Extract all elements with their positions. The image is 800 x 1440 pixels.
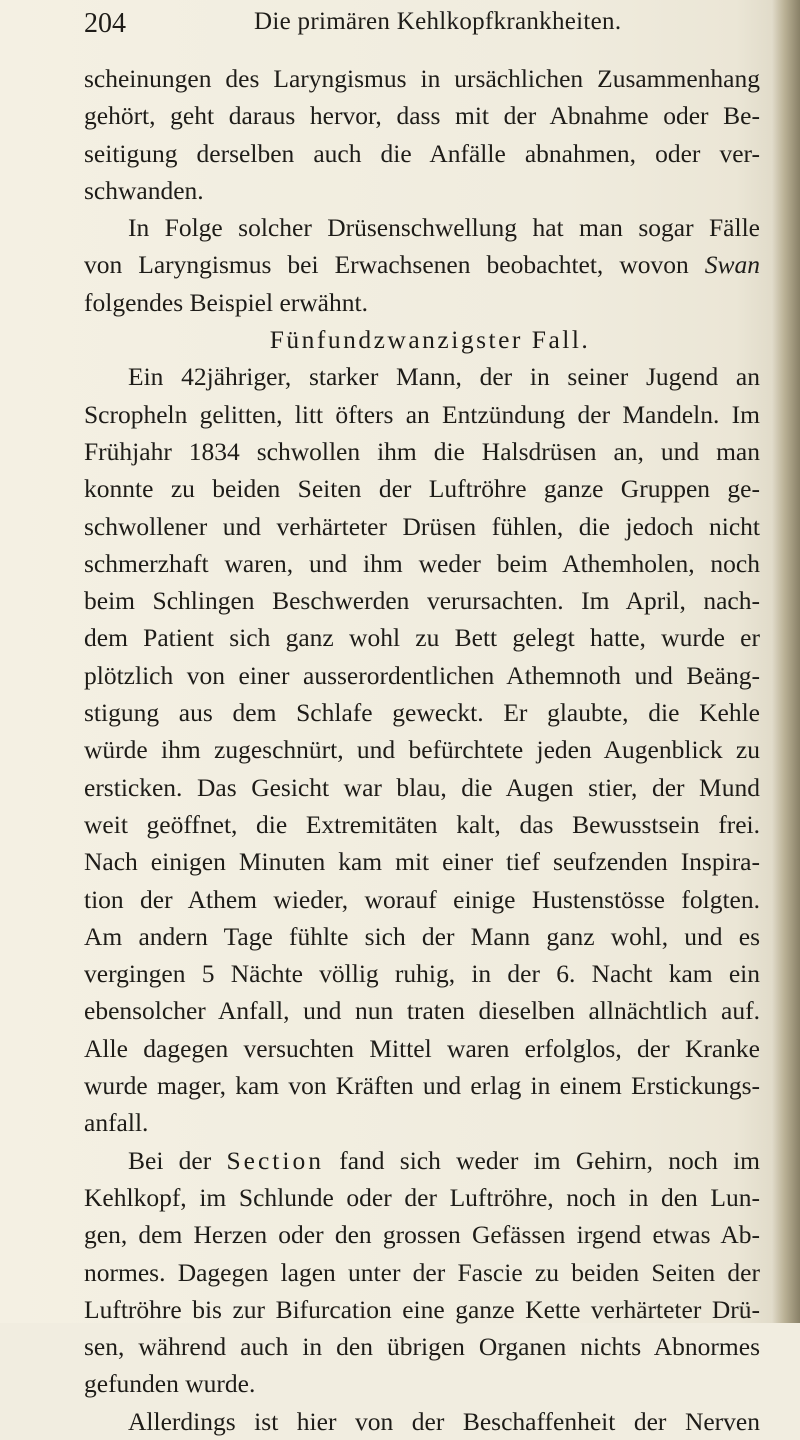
text-line: gefunden wurde. — [84, 1369, 256, 1399]
text-line: Luftröhre bis zur Bifurcation eine ganze Kette verhärteter Drü- — [84, 1294, 760, 1324]
page-number: 204 — [84, 8, 126, 39]
text-line: scheinungen des Laryngismus in ursächlichen Zusammenhang — [84, 64, 760, 93]
text-line: anfall. — [84, 1108, 149, 1138]
page-header — [84, 8, 744, 48]
body-text — [84, 60, 760, 1440]
text-line: Alle dagegen versuchten Mittel waren erfolglos, der Kranke — [84, 1033, 760, 1063]
text-line: ebensolcher Anfall, und nun traten dieselben allnächtlich auf. — [84, 996, 760, 1026]
text-line: beim Schlingen Beschwerden verursachten. Im April, nach- — [84, 586, 760, 616]
text-line: gen, dem Herzen oder den grossen Gefässen irgend etwas Ab- — [84, 1220, 760, 1250]
text-line: dem Patient sich ganz wohl zu Bett gelegt hatte, wurde er — [84, 623, 760, 653]
text-line: wurde mager, kam von Kräften und erlag in einem Erstickungs- — [84, 1071, 760, 1101]
text-line: seitigung derselben auch die Anfälle abnahmen, oder ver- — [84, 138, 760, 168]
text-line: folgendes Beispiel erwähnt. — [84, 287, 368, 317]
text-line: konnte zu beiden Seiten der Luftröhre ganze Gruppen ge- — [84, 474, 760, 504]
text-line: ersticken. Das Gesicht war blau, die Augen stier, der Mund — [84, 772, 760, 802]
text-line: schwanden. — [84, 175, 204, 205]
text-line: stigung aus dem Schlafe geweckt. Er glaubte, die Kehle — [84, 698, 760, 728]
running-title: Die primären Kehlkopfkrankheiten. — [254, 8, 622, 35]
text-segment: von Laryngismus bei Erwachsenen beobachtet, wovon — [84, 250, 689, 280]
text-line: In Folge solcher Drüsenschwellung hat man sogar Fälle — [128, 213, 760, 243]
text-line: würde ihm zugeschnürt, und befürchtete jeden Augenblick zu — [84, 735, 760, 765]
text-line: vergingen 5 Nächte völlig ruhig, in der 6. Nacht kam ein — [84, 959, 760, 989]
text-line: Nach einigen Minuten kam mit einer tief seufzenden Inspira- — [84, 847, 760, 877]
text-line: Kehlkopf, im Schlunde oder der Luftröhre, noch in den Lun- — [84, 1182, 760, 1212]
text-line: schmerzhaft waren, und ihm weder beim Athemholen, noch — [84, 548, 760, 578]
text-line: Am andern Tage fühlte sich der Mann ganz wohl, und es — [84, 921, 760, 951]
text-line: sen, während auch in den übrigen Organen nichts Abnormes — [84, 1332, 760, 1362]
text-line: schwollener und verhärteter Drüsen fühlen, die jedoch nicht — [84, 511, 760, 541]
text-line: Ein 42jähriger, starker Mann, der in seiner Jugend an — [128, 362, 760, 392]
text-line — [84, 246, 760, 283]
text-segment: Bei der — [128, 1145, 212, 1175]
spaced-term: Section — [226, 1145, 324, 1175]
text-line: normes. Dagegen lagen unter der Fascie zu beiden Seiten der — [84, 1257, 760, 1287]
text-segment: fand sich weder im Gehirn, noch im — [339, 1145, 760, 1175]
text-line: plötzlich von einer ausserordentlichen Athemnoth und Beäng- — [84, 660, 760, 690]
text-line: Frühjahr 1834 schwollen ihm die Halsdrüsen an, und man — [84, 436, 760, 466]
text-line: Allerdings ist hier von der Beschaffenheit der Nerven — [128, 1406, 760, 1436]
text-line: Scropheln gelitten, litt öfters an Entzündung der Mandeln. Im — [84, 399, 760, 429]
page-edge-shadow — [772, 0, 800, 1323]
text-line: tion der Athem wieder, worauf einige Hustenstösse folgten. — [84, 884, 760, 914]
text-line — [84, 1142, 760, 1179]
text-line: weit geöffnet, die Extremitäten kalt, das Bewusstsein frei. — [84, 809, 760, 839]
text-line: gehört, geht daraus hervor, dass mit der Abnahme oder Be- — [84, 101, 760, 131]
author-name: Swan — [704, 250, 761, 280]
case-heading: Fünfundzwanzigster Fall. — [269, 325, 591, 355]
